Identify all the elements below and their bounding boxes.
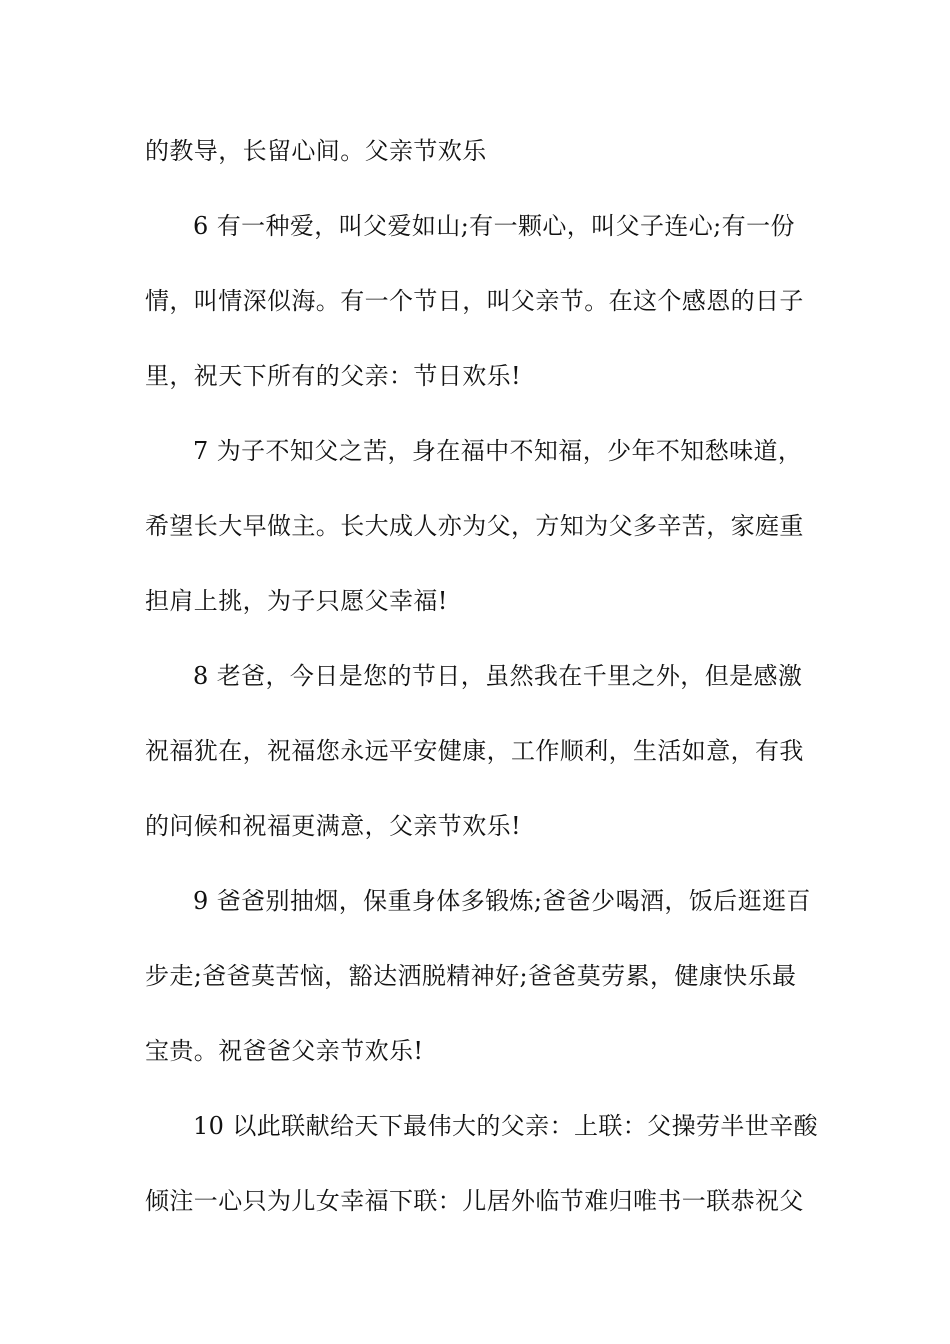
text-line-14: 10 以此联献给天下最伟大的父亲：上联：父操劳半世辛酸 bbox=[193, 1112, 818, 1140]
text-line-2: 6 有一种爱，叫父爱如山;有一颗心，叫父子连心;有一份 bbox=[193, 212, 795, 240]
text-line-6: 希望长大早做主。长大成人亦为父，方知为父多辛苦，家庭重 bbox=[145, 512, 804, 540]
text-line-9: 祝福犹在，祝福您永远平安健康，工作顺利，生活如意，有我 bbox=[145, 737, 804, 765]
text-line-5: 7 为子不知父之苦，身在福中不知福，少年不知愁味道， bbox=[193, 437, 803, 465]
text-line-1: 的教导，长留心间。父亲节欢乐 bbox=[145, 137, 487, 165]
text-line-3: 情，叫情深似海。有一个节日，叫父亲节。在这个感恩的日子 bbox=[145, 287, 804, 315]
text-line-4: 里，祝天下所有的父亲：节日欢乐! bbox=[145, 362, 522, 390]
text-line-15: 倾注一心只为儿女幸福下联：儿居外临节难归唯书一联恭祝父 bbox=[145, 1187, 804, 1215]
text-line-8: 8 老爸，今日是您的节日，虽然我在千里之外，但是感激 bbox=[193, 662, 803, 690]
text-line-7: 担肩上挑，为子只愿父幸福! bbox=[145, 587, 448, 615]
text-line-10: 的问候和祝福更满意，父亲节欢乐! bbox=[145, 812, 522, 840]
text-line-11: 9 爸爸别抽烟，保重身体多锻炼;爸爸少喝酒，饭后逛逛百 bbox=[193, 887, 811, 915]
text-line-12: 步走;爸爸莫苦恼，豁达洒脱精神好;爸爸莫劳累，健康快乐最 bbox=[145, 962, 797, 990]
text-line-13: 宝贵。祝爸爸父亲节欢乐! bbox=[145, 1037, 424, 1065]
